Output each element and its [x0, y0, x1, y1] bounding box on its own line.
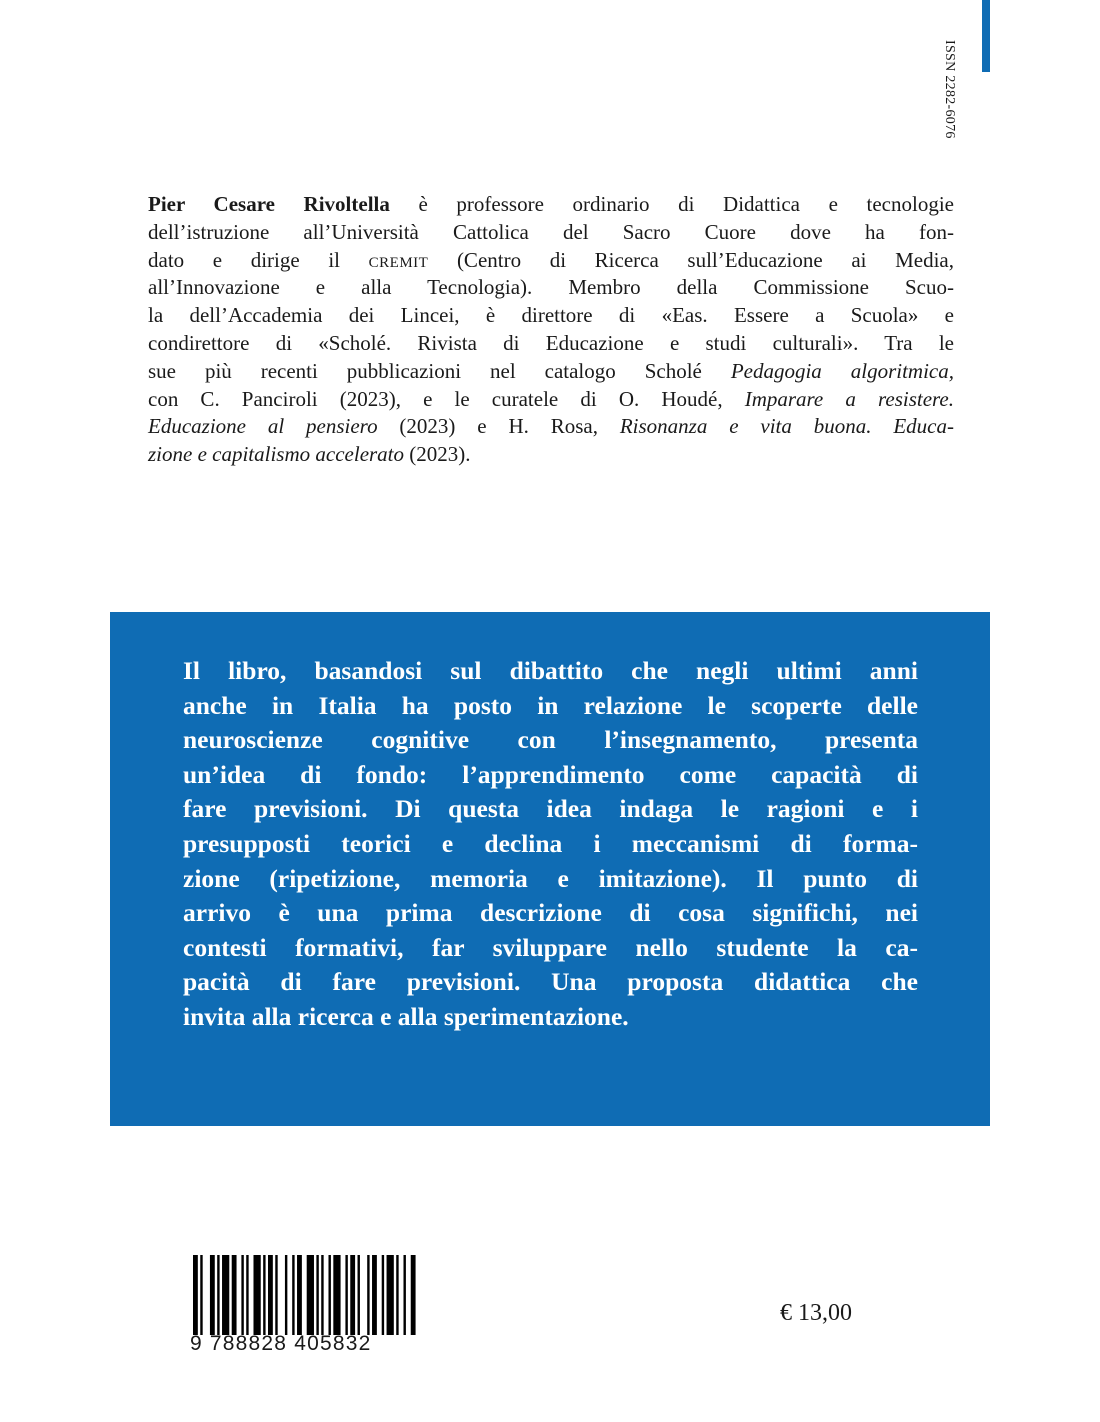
- bio-text: la dell’Accademia dei Lincei, è direttore di «Eas. Essere a Scuola» e: [148, 303, 954, 328]
- bio-text: (2023).: [404, 442, 471, 467]
- blurb-line: presupposti teorici e declina i meccanismi di forma-: [183, 828, 918, 858]
- spine-accent-bar: [982, 0, 990, 72]
- barcode-bar: [333, 1255, 340, 1335]
- issn-text: ISSN 2282-6076: [942, 40, 957, 139]
- bio-text: zione e capitalismo accelerato: [148, 442, 405, 467]
- barcode-bar: [316, 1255, 318, 1335]
- bio-text: con C. Panciroli (2023), e le curatele di O. Houdé,: [148, 386, 745, 411]
- blurb-line: fare previsioni. Di questa idea indaga le ragioni e i: [183, 794, 918, 824]
- barcode-bar: [232, 1255, 237, 1335]
- blurb-line: pacità di fare previsioni. Una proposta didattica che: [183, 967, 918, 997]
- bio-line: [148, 274, 954, 302]
- bio-text: Pier Cesare Rivoltella: [148, 192, 390, 216]
- barcode-bar: [297, 1255, 302, 1335]
- blurb-line: contesti formativi, far sviluppare nello studente la ca-: [183, 932, 918, 962]
- bio-text: all’Innovazione e alla Tecnologia). Membro della Commissione Scuo-: [148, 275, 954, 300]
- blurb-line: invita alla ricerca e alla sperimentazione.: [183, 1001, 629, 1031]
- barcode-bar: [292, 1255, 294, 1335]
- bio-text: dell’istruzione all’Università Cattolica del Sacro Cuore dove ha fon-: [148, 219, 954, 244]
- barcode-bar: [285, 1255, 287, 1335]
- barcode-bar: [263, 1255, 265, 1335]
- barcode-bar: [411, 1255, 416, 1335]
- bio-text: Pedagogia algoritmica,: [730, 358, 954, 383]
- bio-line: [148, 302, 954, 330]
- barcode-bar: [210, 1255, 215, 1335]
- barcode-number: 9 788828 405832: [190, 1332, 372, 1355]
- bio-text: sue più recenti pubblicazioni nel catalogo Scholé: [148, 358, 731, 383]
- barcode-bar: [372, 1255, 377, 1335]
- blurb-line: arrivo è una prima descrizione di cosa significhi, nei: [183, 898, 918, 928]
- price: € 13,00: [780, 1300, 852, 1326]
- barcode-bar: [268, 1255, 273, 1335]
- bio-text: (Centro di Ricerca sull’Educazione ai Media,: [428, 247, 954, 272]
- bio-line: [148, 386, 954, 414]
- bio-line: [148, 358, 954, 386]
- barcode-bar: [321, 1255, 323, 1335]
- barcode-bar: [200, 1255, 202, 1335]
- barcode-bar: [382, 1255, 384, 1335]
- bio-text: cremit: [368, 247, 429, 272]
- bio-line: [148, 219, 954, 247]
- bio-line: [148, 441, 954, 469]
- barcode-bar: [345, 1255, 347, 1335]
- bio-text: (2023) e H. Rosa,: [377, 414, 620, 439]
- barcode-bar: [387, 1255, 394, 1335]
- book-blurb: [183, 654, 918, 1035]
- barcode-bar: [358, 1255, 360, 1335]
- barcode-bar: [350, 1255, 355, 1335]
- bio-text: dato e dirige il: [148, 247, 369, 272]
- barcode-bar: [396, 1255, 398, 1335]
- bio-line: [148, 247, 954, 275]
- barcode: [193, 1255, 418, 1335]
- barcode-bar: [246, 1255, 248, 1335]
- bio-line: [148, 191, 954, 219]
- barcode-bar: [367, 1255, 369, 1335]
- bio-text: Imparare a resistere.: [744, 386, 954, 411]
- blurb-line: neuroscienze cognitive con l’insegnamento, presenta: [183, 725, 918, 755]
- blurb-line: zione (ripetizione, memoria e imitazione). Il punto di: [183, 863, 918, 893]
- bio-text: Educazione al pensiero: [148, 414, 378, 439]
- author-bio: [148, 191, 954, 469]
- blurb-line: un’idea di fondo: l’apprendimento come capacità di: [183, 759, 918, 789]
- barcode-bar: [193, 1255, 198, 1335]
- bio-line: [148, 413, 954, 441]
- blurb-line: Il libro, basandosi sul dibattito che negli ultimi anni: [183, 656, 918, 685]
- barcode-bar: [241, 1255, 243, 1335]
- barcode-bar: [403, 1255, 405, 1335]
- issn-label: [935, 40, 965, 160]
- bio-text: è professore ordinario di Didattica e tecnologie: [389, 192, 954, 216]
- barcode-bar: [328, 1255, 330, 1335]
- barcode-bar: [307, 1255, 314, 1335]
- barcode-bar: [253, 1255, 260, 1335]
- barcode-bar: [275, 1255, 277, 1335]
- bio-text: Risonanza e vita buona. Educa-: [619, 414, 954, 439]
- bio-line: [148, 330, 954, 358]
- blurb-line: anche in Italia ha posto in relazione le scoperte delle: [183, 690, 918, 720]
- barcode-bar: [217, 1255, 219, 1335]
- barcode-bar: [222, 1255, 229, 1335]
- bio-text: condirettore di «Scholé. Rivista di Educazione e studi culturali». Tra le: [148, 330, 954, 355]
